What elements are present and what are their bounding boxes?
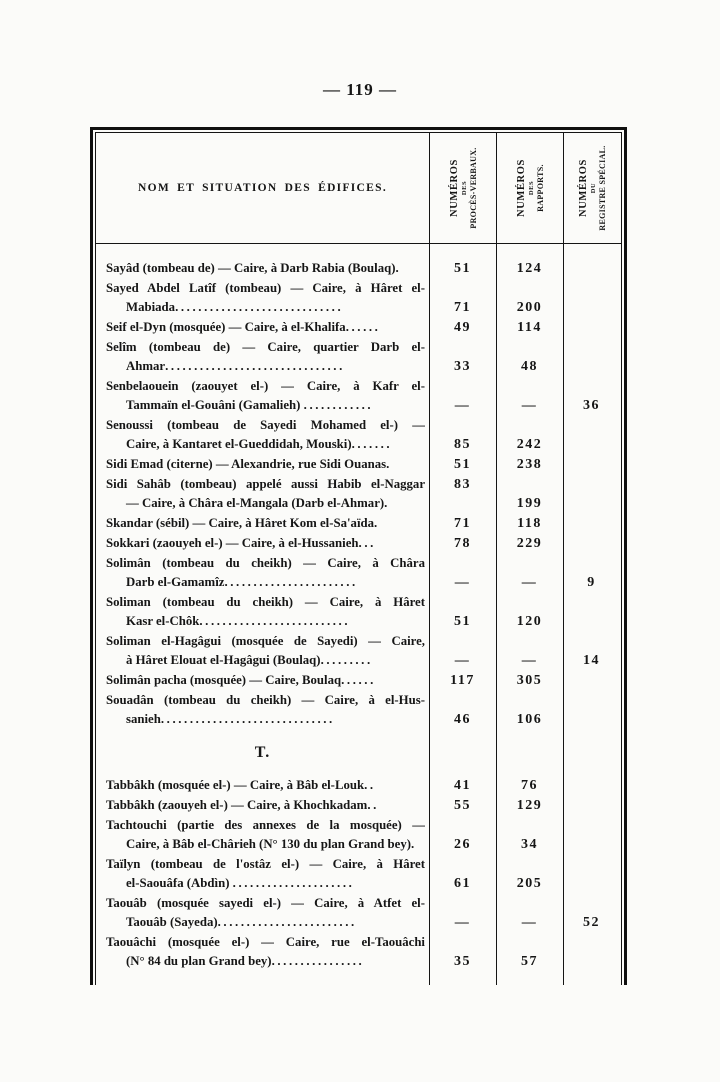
table-row [96, 632, 621, 670]
header-label: RAPPORTS. [535, 164, 544, 212]
name-line: (N° 84 du plan Grand bey)................ [126, 954, 365, 968]
name-line: Taouâb (mosquée sayedi el-) — Caire, à Atfet el- [106, 896, 425, 910]
rapports-value: 106 [516, 712, 543, 727]
header-label: REGISTRE SPÉCIAL. [597, 145, 606, 231]
registre-special-value [563, 416, 620, 454]
proces-verbaux-value: 117 [450, 673, 475, 688]
proces-verbaux-value: 51 [454, 614, 471, 629]
proces-verbaux-value: 83 [454, 477, 471, 492]
registre-special-value [563, 796, 620, 815]
name-line: Sokkari (zaouyeh el-) — Caire, à el-Hussanieh... [106, 536, 376, 550]
edifice-name [96, 279, 429, 317]
table-row [96, 475, 621, 513]
registre-special-value [563, 816, 620, 854]
registre-special-value: 52 [583, 915, 600, 930]
table-row [96, 377, 621, 415]
table-row [96, 933, 621, 971]
edifice-name [96, 671, 429, 690]
table-row [96, 691, 621, 729]
column-header-registre-special [563, 133, 620, 243]
name-line: Senbelaouein (zaouyet el-) — Caire, à Kafr el- [106, 379, 425, 393]
registre-special-value: 9 [587, 575, 596, 590]
proces-verbaux-value: 51 [454, 457, 471, 472]
name-line: à Hâret Elouat el-Hagâgui (Boulaq)......... [126, 653, 373, 667]
registre-special-value [563, 259, 620, 278]
name-line: Selîm (tombeau de) — Caire, quartier Darb el- [106, 340, 425, 354]
edifice-name [96, 416, 429, 454]
proces-verbaux-value: 85 [454, 437, 471, 452]
name-line: Soliman (tombeau du cheikh) — Caire, à Hâret [106, 595, 425, 609]
name-line: Ahmar............................... [126, 359, 345, 373]
header-label: DU [589, 182, 596, 194]
registre-special-value: 14 [583, 653, 600, 668]
rapports-value: — [521, 653, 538, 668]
edifice-name [96, 534, 429, 553]
name-line: Caire, à Bâb el-Chârieh (N° 130 du plan Grand bey). [126, 837, 415, 851]
page-number: — 119 — [322, 80, 398, 99]
header-label: NUMÉROS [448, 159, 459, 217]
rapports-value: 76 [521, 778, 538, 793]
edifice-name [96, 593, 429, 631]
table-row [96, 534, 621, 553]
proces-verbaux-value: — [454, 653, 471, 668]
edifice-name [96, 776, 429, 795]
name-line: Senoussi (tombeau de Sayedi Mohamed el-) — [106, 418, 425, 432]
table-row [96, 776, 621, 795]
proces-verbaux-value: 61 [454, 876, 471, 891]
column-header-proces-verbaux [429, 133, 496, 243]
header-label: NUMÉROS [577, 159, 588, 217]
edifice-name [96, 796, 429, 815]
name-line: Tammaïn el-Gouâni (Gamalieh) ............ [126, 398, 374, 412]
proces-verbaux-value: — [454, 575, 471, 590]
table-frame [95, 132, 622, 985]
edifice-name [96, 455, 429, 474]
name-line: Kasr el-Chôk.......................... [126, 614, 351, 628]
rapports-value: 57 [521, 954, 538, 969]
table-row [96, 338, 621, 376]
rapports-value: — [521, 575, 538, 590]
registre-special-value [563, 671, 620, 690]
rapports-value: 120 [516, 614, 543, 629]
registre-special-value [563, 855, 620, 893]
registre-special-value [563, 933, 620, 971]
section-letter: T. [254, 744, 271, 761]
rapports-value: 114 [517, 320, 542, 335]
rapports-value: — [521, 398, 538, 413]
name-line: Taouâchi (mosquée el-) — Caire, rue el-Taouâchi [106, 935, 425, 949]
edifice-name [96, 632, 429, 670]
registre-special-value: 36 [583, 398, 600, 413]
section-row [96, 730, 621, 776]
table-row [96, 514, 621, 533]
registre-special-value [563, 534, 620, 553]
rapports-value: 34 [521, 837, 538, 852]
edifice-name [96, 514, 429, 533]
edifice-name [96, 259, 429, 278]
table-row [96, 455, 621, 474]
name-line: Darb el-Gamamîz....................... [126, 575, 358, 589]
table-row [96, 593, 621, 631]
proces-verbaux-value: 51 [454, 261, 471, 276]
column-header-rapports [496, 133, 563, 243]
registre-special-value [563, 691, 620, 729]
name-line: Mabiada............................. [126, 300, 344, 314]
name-line: Souadân (tombeau du cheikh) — Caire, à el-Hus- [106, 693, 425, 707]
proces-verbaux-value: 41 [454, 778, 471, 793]
proces-verbaux-value: 35 [454, 954, 471, 969]
edifice-name [96, 894, 429, 932]
edifice-name [96, 377, 429, 415]
name-line: sanieh.............................. [126, 712, 335, 726]
edifice-name [96, 933, 429, 971]
rapports-value: 199 [516, 496, 543, 511]
name-line: Caire, à Kantaret el-Gueddidah, Mouski)....... [126, 437, 393, 451]
table-body [96, 244, 621, 985]
name-line: Seif el-Dyn (mosquée) — Caire, à el-Khalifa...... [106, 320, 381, 334]
registre-special-value [563, 514, 620, 533]
table-row [96, 279, 621, 317]
name-line: Tabbâkh (mosquée el-) — Caire, à Bâb el-Louk.. [106, 778, 376, 792]
table-row [96, 416, 621, 454]
table-header [96, 133, 621, 243]
table-row [96, 671, 621, 690]
registre-special-value [563, 318, 620, 337]
header-label: NUMÉROS [515, 159, 526, 217]
name-line: Sidi Emad (citerne) — Alexandrie, rue Sidi Ouanas. [106, 457, 390, 471]
edifice-name [96, 318, 429, 337]
name-line: el-Saouâfa (Abdìn) ..................... [126, 876, 355, 890]
proces-verbaux-value: — [454, 398, 471, 413]
table-row [96, 259, 621, 278]
registre-special-value [563, 776, 620, 795]
proces-verbaux-value: 78 [454, 536, 471, 551]
header-label: DES [460, 180, 467, 196]
name-line: Skandar (sébil) — Caire, à Hâret Kom el-Sa'aïda. [106, 516, 378, 530]
proces-verbaux-value: 49 [454, 320, 471, 335]
proces-verbaux-value: 55 [454, 798, 471, 813]
registre-special-value [563, 475, 620, 513]
edifice-name [96, 475, 429, 513]
edifice-name [96, 855, 429, 893]
registre-special-value [563, 593, 620, 631]
header-label: PROCÈS-VERBAUX. [468, 147, 477, 229]
registre-special-value [563, 455, 620, 474]
name-line: Tachtouchi (partie des annexes de la mosquée) — [106, 818, 425, 832]
table-row [96, 796, 621, 815]
edifice-name [96, 554, 429, 592]
edifice-name [96, 338, 429, 376]
column-header-nom: NOM ET SITUATION DES ÉDIFICES. [138, 182, 387, 194]
proces-verbaux-value: 33 [454, 359, 471, 374]
edifice-name [96, 816, 429, 854]
rapports-value: 238 [516, 457, 543, 472]
proces-verbaux-value: 46 [454, 712, 471, 727]
edifices-table [90, 127, 627, 985]
rapports-value: 200 [516, 300, 543, 315]
rapports-value: 229 [516, 536, 543, 551]
proces-verbaux-value: 71 [454, 516, 471, 531]
registre-special-value [563, 279, 620, 317]
rapports-value: 305 [516, 673, 543, 688]
rapports-value: 242 [516, 437, 543, 452]
name-line: Tabbâkh (zaouyeh el-) — Caire, à Khochkadam.. [106, 798, 379, 812]
name-line: Solimân (tombeau du cheikh) — Caire, à Châra [106, 556, 425, 570]
rapports-value: 118 [517, 516, 542, 531]
header-label: DES [527, 180, 534, 196]
name-line: Taïlyn (tombeau de l'ostâz el-) — Caire, à Hâret [106, 857, 425, 871]
rapports-value: 129 [516, 798, 543, 813]
name-line: Solimân pacha (mosquée) — Caire, Boulaq...... [106, 673, 376, 687]
name-line: Sayed Abdel Latîf (tombeau) — Caire, à Hâret el- [106, 281, 425, 295]
name-line: Sidi Sahâb (tombeau) appelé aussi Habib el-Naggar [106, 477, 425, 491]
registre-special-value [563, 338, 620, 376]
table-row [96, 318, 621, 337]
table-row [96, 554, 621, 592]
name-line: — Caire, à Châra el-Mangala (Darb el-Ahmar). [126, 496, 388, 510]
proces-verbaux-value: — [454, 915, 471, 930]
edifice-name [96, 691, 429, 729]
table-row [96, 855, 621, 893]
proces-verbaux-value: 26 [454, 837, 471, 852]
name-line: Taouâb (Sayeda)........................ [126, 915, 357, 929]
name-line: Soliman el-Hagâgui (mosquée de Sayedi) — Caire, [106, 634, 425, 648]
rapports-value: — [521, 915, 538, 930]
table-row [96, 894, 621, 932]
table-row [96, 816, 621, 854]
rapports-value: 124 [516, 261, 543, 276]
proces-verbaux-value: 71 [454, 300, 471, 315]
rapports-value: 48 [521, 359, 538, 374]
name-line: Sayâd (tombeau de) — Caire, à Darb Rabia (Boulaq). [106, 261, 399, 275]
rapports-value: 205 [516, 876, 543, 891]
